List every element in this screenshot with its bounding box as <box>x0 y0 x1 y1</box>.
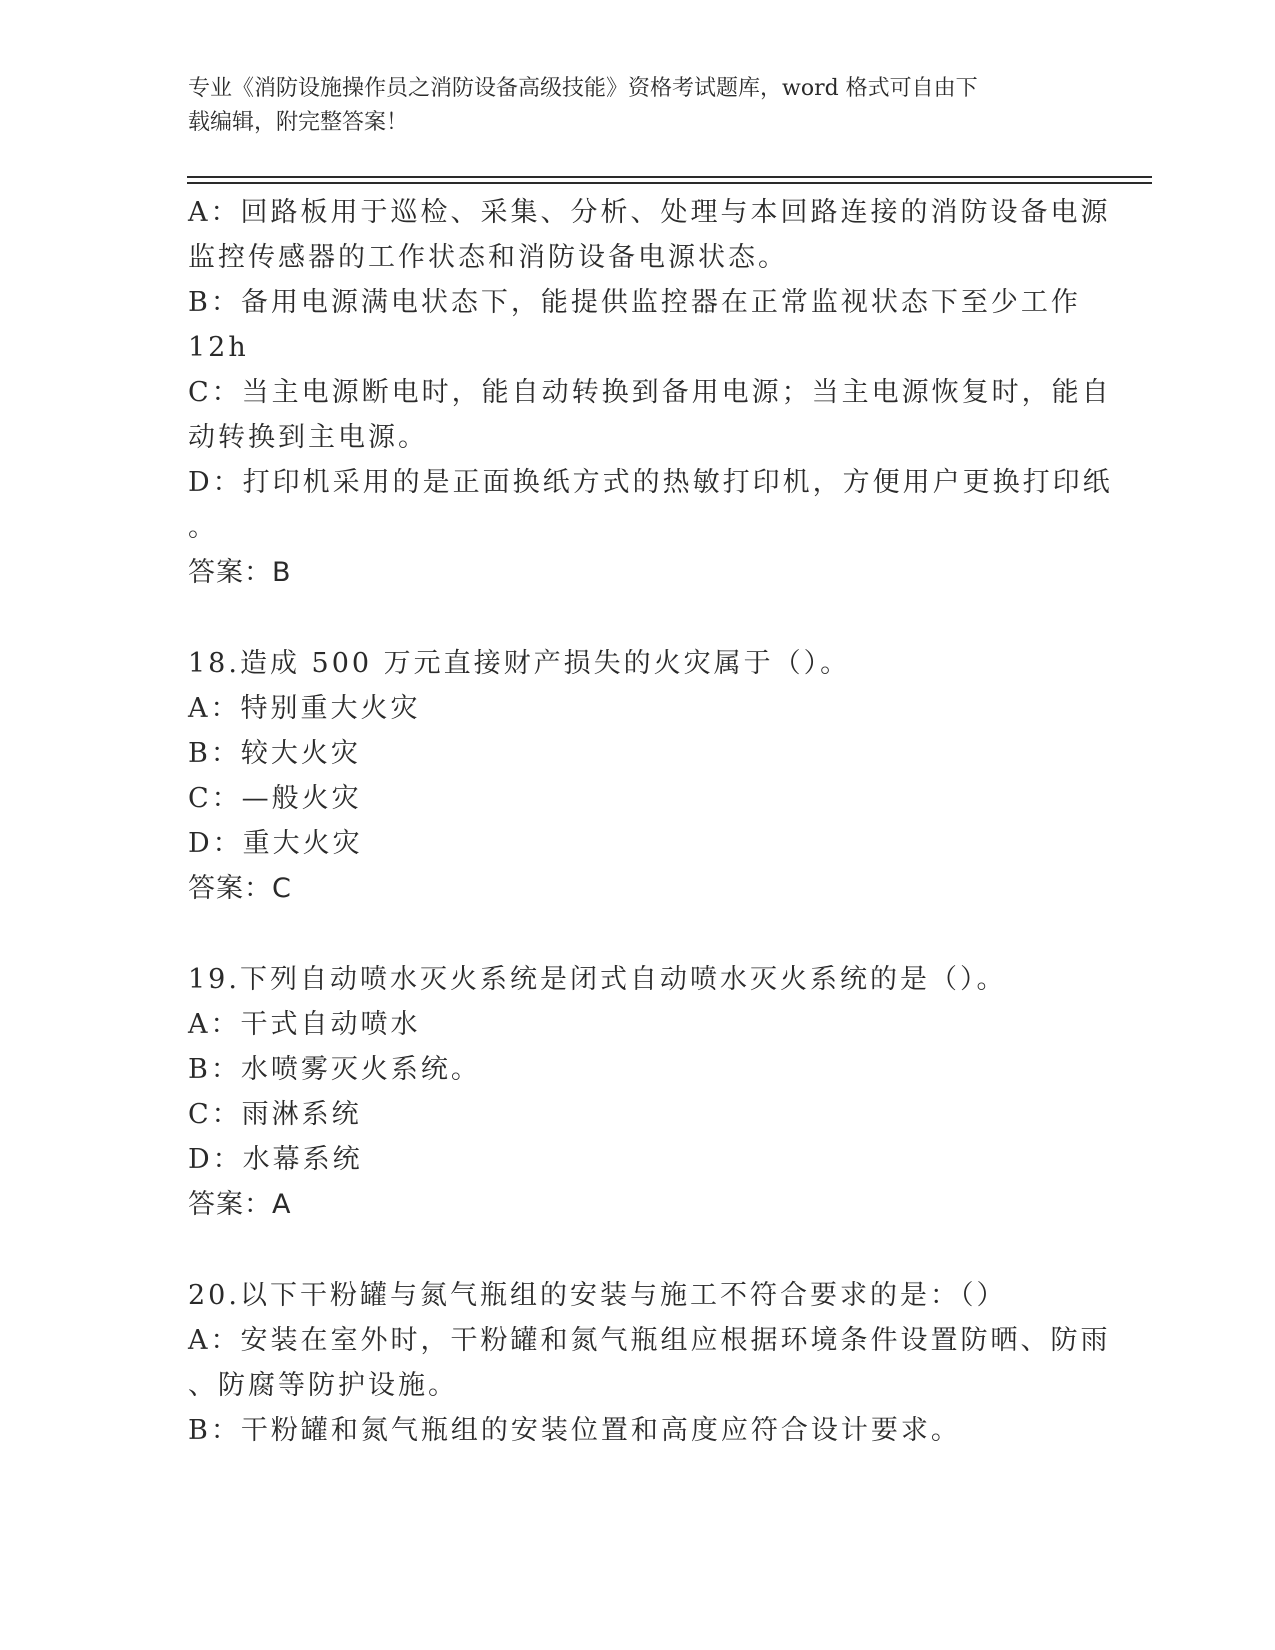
option-c-line-1: C：当主电源断电时，能自动转换到备用电源；当主电源恢复时，能自 <box>188 377 1112 408</box>
option-a-line-1: A：回路板用于巡检、采集、分析、处理与本回路连接的消防设备电源 <box>188 197 1111 228</box>
option-d: D：重大火灾 <box>188 828 363 859</box>
header-divider-top <box>187 176 1152 178</box>
answer-text: 答案：A <box>188 1189 292 1220</box>
option-d-line-2: 。 <box>188 512 218 543</box>
question-20 <box>188 1273 1111 1453</box>
option-a: A：特别重大火灾 <box>188 693 421 724</box>
option-b: B：干粉罐和氮气瓶组的安装位置和高度应符合设计要求。 <box>188 1415 961 1446</box>
option-b-line-2: 12h <box>188 332 249 363</box>
question-19 <box>188 957 1068 1227</box>
document-header <box>188 72 1068 140</box>
option-a: A：干式自动喷水 <box>188 1009 421 1040</box>
option-a-line-2: 监控传感器的工作状态和消防设备电源状态。 <box>188 242 788 273</box>
question-text: 20.以下干粉罐与氮气瓶组的安装与施工不符合要求的是：（） <box>188 1280 1007 1311</box>
question-text: 18.造成 500 万元直接财产损失的火灾属于（）。 <box>188 648 851 679</box>
option-c-line-2: 动转换到主电源。 <box>188 422 428 453</box>
option-a-line-1: A：安装在室外时，干粉罐和氮气瓶组应根据环境条件设置防晒、防雨 <box>188 1325 1111 1356</box>
question-list <box>188 190 1113 1453</box>
option-b: B：水喷雾灭火系统。 <box>188 1054 481 1085</box>
option-a-line-2: 、防腐等防护设施。 <box>188 1370 458 1401</box>
header-divider-bottom <box>187 182 1152 184</box>
option-b-line-1: B：备用电源满电状态下，能提供监控器在正常监视状态下至少工作 <box>188 287 1081 318</box>
option-d: D：水幕系统 <box>188 1144 363 1175</box>
question-17-tail <box>188 190 1113 595</box>
answer-text: 答案：B <box>188 557 292 588</box>
header-line-1: 专业《消防设施操作员之消防设备高级技能》资格考试题库，word 格式可自由下 <box>188 76 978 101</box>
question-text: 19.下列自动喷水灭火系统是闭式自动喷水灭火系统的是（）。 <box>188 964 1007 995</box>
option-d-line-1: D：打印机采用的是正面换纸方式的热敏打印机，方便用户更换打印纸 <box>188 467 1113 498</box>
question-18 <box>188 641 1068 911</box>
answer-text: 答案：C <box>188 873 292 904</box>
option-c: C：—般火灾 <box>188 783 362 814</box>
option-c: C：雨淋系统 <box>188 1099 362 1130</box>
header-line-2: 载编辑，附完整答案！ <box>188 110 409 135</box>
option-b: B：较大火灾 <box>188 738 361 769</box>
